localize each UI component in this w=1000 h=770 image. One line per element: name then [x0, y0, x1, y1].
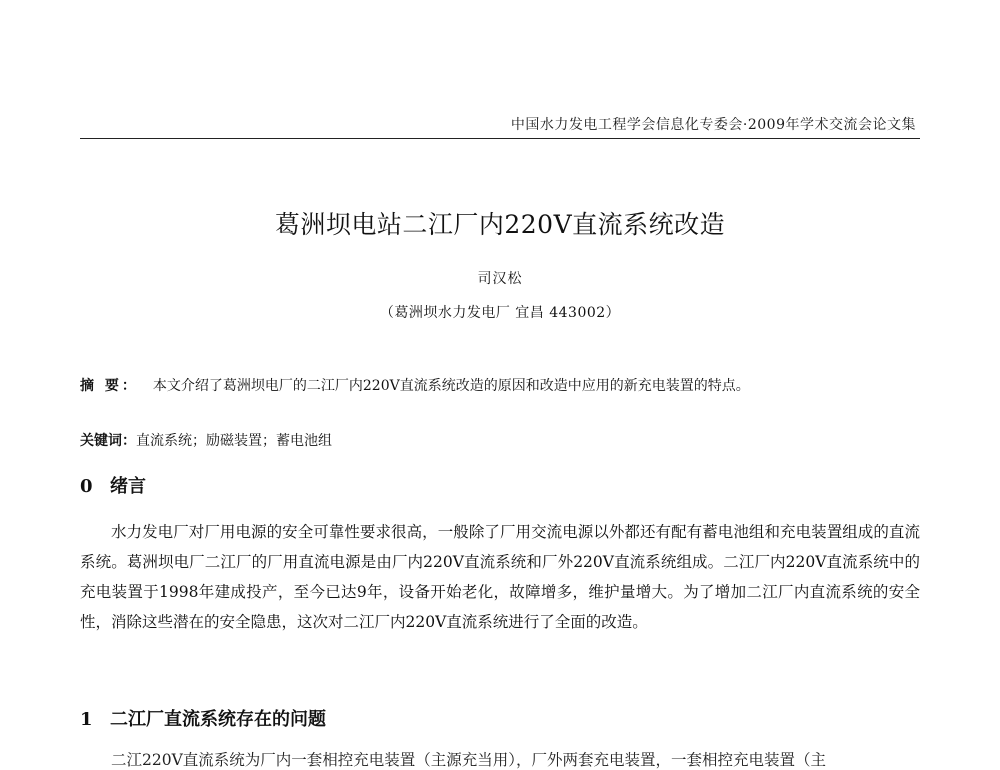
keywords-label: 关键词：: [80, 433, 136, 449]
author-name: 司汉松: [477, 271, 523, 287]
keywords: [80, 430, 920, 450]
abstract: [80, 375, 920, 395]
section-body: 二江220V直流系统为厂内一套相控充电装置（主源充当用），厂外两套充电装置，一套相控充电装置（主: [111, 751, 827, 769]
abstract-text: 本文介绍了葛洲坝电厂的二江厂内220V直流系统改造的原因和改造中应用的新充电装置的特点。: [152, 378, 750, 394]
section-body: 水力发电厂对厂用电源的安全可靠性要求很高，一般除了厂用交流电源以外都还有配有蓄电池组和充电装置组成的直流系统。葛洲坝电厂二江厂的厂用直流电源是由厂内220V直流系统和厂外220V直流系统组成。二江厂内220V直流系统中的充电装置于1998年建成投产，至今已达9年，设备开始老化，故障增多，维护量增大。为了增加二江厂内直流系统的安全性，消除这些潜在的安全隐患，这次对二江厂内220V直流系统进行了全面的改造。: [80, 523, 920, 631]
section-title: 二江厂直流系统存在的问题: [110, 709, 326, 730]
section-title: 绪言: [110, 476, 146, 497]
keywords-text: 直流系统；励磁装置；蓄电池组: [136, 433, 332, 449]
section-heading: [80, 472, 146, 498]
section-heading: [80, 705, 326, 731]
author-affiliation: （葛洲坝水力发电厂 宜昌 443002）: [379, 305, 621, 321]
header-rule: [80, 138, 920, 139]
paper-title: 葛洲坝电站二江厂内220V直流系统改造: [274, 210, 726, 239]
section-number: 0: [80, 476, 93, 497]
abstract-label: 摘 要：: [80, 378, 139, 394]
running-header: 中国水力发电工程学会信息化专委会·2009年学术交流会论文集: [510, 117, 916, 133]
section-number: 1: [80, 709, 93, 730]
